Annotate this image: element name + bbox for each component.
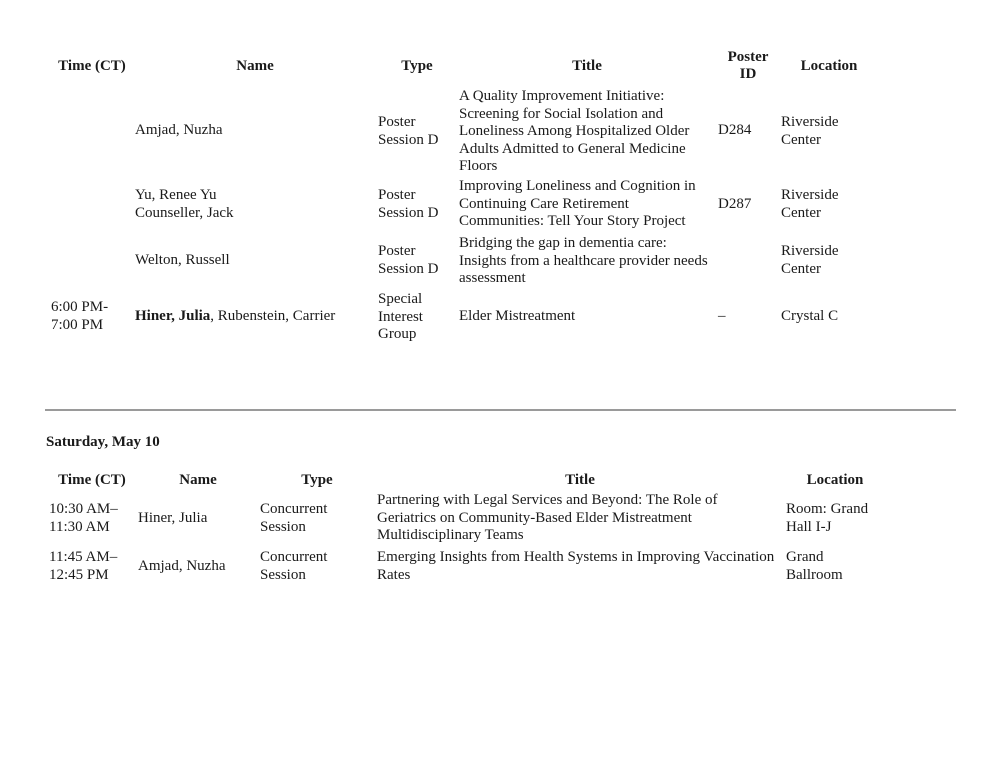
- row-type: Special Interest Group: [378, 291, 423, 342]
- row-name: Amjad, Nuzha: [138, 558, 226, 574]
- row-name: Yu, Renee Yu Counseller, Jack: [135, 187, 234, 221]
- row-type: Poster Session D: [378, 243, 439, 277]
- row-type: Poster Session D: [378, 114, 439, 148]
- row-name: Welton, Russell: [135, 252, 230, 268]
- row-title: Partnering with Legal Services and Beyond: The Role of Geriatrics on Community-Based Elder Mistreatment Multidisciplinary Teams: [377, 492, 718, 543]
- section-divider: [45, 409, 956, 411]
- row-location: Crystal C: [781, 308, 839, 324]
- header-name: Name: [179, 472, 217, 488]
- header-type: Type: [301, 472, 333, 488]
- row-title: Improving Loneliness and Cognition in Continuing Care Retirement Communities: Tell Your Story Project: [459, 178, 696, 229]
- row-name-rest: , Rubenstein, Carrier: [210, 308, 336, 324]
- row-poster-id: –: [718, 308, 726, 324]
- row-title: Bridging the gap in dementia care: Insights from a healthcare provider needs assessment: [459, 235, 708, 286]
- header-title: Title: [565, 472, 595, 488]
- day-heading: Saturday, May 10: [46, 434, 160, 450]
- header-location: Location: [806, 472, 864, 488]
- row-type: Concurrent Session: [260, 549, 328, 583]
- row-name: Amjad, Nuzha: [135, 122, 223, 138]
- row-type: Poster Session D: [378, 187, 439, 221]
- header-name: Name: [236, 58, 274, 74]
- row-name-bold: Hiner, Julia: [135, 308, 211, 324]
- row-time: 10:30 AM– 11:30 AM: [49, 501, 118, 535]
- header-poster-id: Poster ID: [727, 49, 769, 82]
- row-poster-id: D284: [718, 122, 752, 138]
- row-location: Grand Ballroom: [786, 549, 843, 583]
- row-time: 6:00 PM- 7:00 PM: [51, 299, 109, 333]
- header-time: Time (CT): [58, 472, 126, 488]
- header-location: Location: [800, 58, 858, 74]
- row-name: Hiner, Julia: [138, 510, 208, 526]
- row-time: 11:45 AM– 12:45 PM: [49, 549, 118, 583]
- row-title: A Quality Improvement Initiative: Screening for Social Isolation and Loneliness Among Hospitalized Older Adults Admitted to General Medicine Floors: [459, 88, 690, 174]
- row-location: Riverside Center: [781, 243, 839, 277]
- row-name: [135, 308, 335, 326]
- row-location: Riverside Center: [781, 114, 839, 148]
- header-time: Time (CT): [58, 58, 126, 74]
- header-title: Title: [572, 58, 602, 74]
- row-title: Emerging Insights from Health Systems in Improving Vaccination Rates: [377, 549, 775, 583]
- row-poster-id: D287: [718, 196, 752, 212]
- row-location: Room: Grand Hall I-J: [786, 501, 869, 535]
- row-location: Riverside Center: [781, 187, 839, 221]
- row-type: Concurrent Session: [260, 501, 328, 535]
- row-title: Elder Mistreatment: [459, 308, 576, 324]
- header-type: Type: [401, 58, 433, 74]
